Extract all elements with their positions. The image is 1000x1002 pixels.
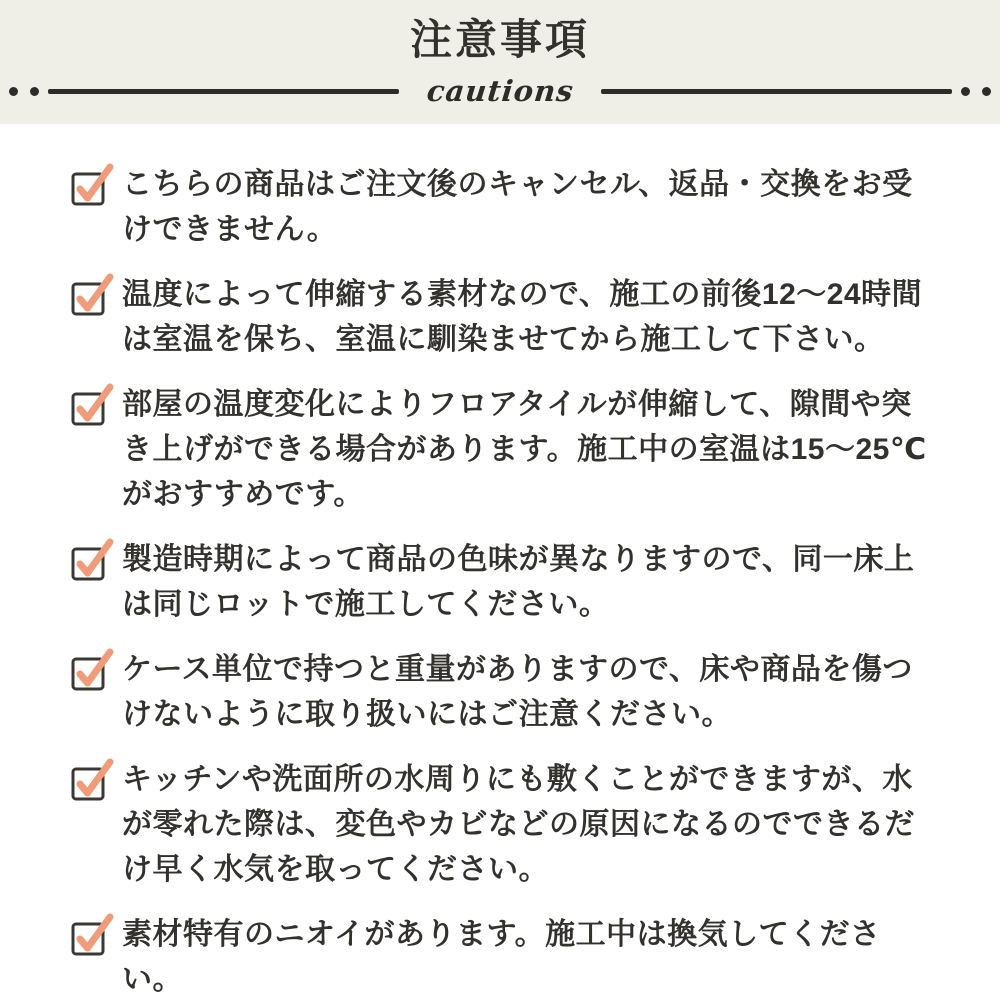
checkbox-checked-icon	[70, 757, 114, 803]
checkbox-checked-icon	[70, 537, 114, 583]
caution-text: 部屋の温度変化によりフロアタイルが伸縮して、隙間や突き上げができる場合があります。施工中の室温は15〜25℃がおすすめです。	[122, 388, 927, 511]
caution-item	[70, 912, 942, 1002]
caution-item	[70, 537, 942, 627]
caution-item	[70, 757, 942, 892]
cautions-list	[0, 124, 1000, 1002]
caution-text: 素材特有のニオイがあります。施工中は換気してください。	[122, 918, 881, 996]
caution-item	[70, 272, 942, 362]
caution-item	[70, 647, 942, 737]
caution-item	[70, 162, 942, 252]
checkbox-checked-icon	[70, 162, 114, 208]
caution-text: ケース単位で持つと重量がありますので、床や商品を傷つけないように取り扱いにはご注意ください。	[122, 653, 913, 731]
header	[0, 0, 1000, 124]
caution-text: キッチンや洗面所の水周りにも敷くことができますが、水が零れた際は、変色やカビなどの原因になるのでできるだけ早く水気を取ってください。	[122, 763, 915, 886]
page-title: 注意事項	[409, 16, 590, 63]
caution-text: こちらの商品はご注文後のキャンセル、返品・交換をお受けできません。	[122, 168, 913, 246]
checkbox-checked-icon	[70, 647, 114, 693]
caution-text: 温度によって伸縮する素材なので、施工の前後12〜24時間は室温を保ち、室温に馴染ませてから施工して下さい。	[122, 278, 923, 356]
checkbox-checked-icon	[70, 382, 114, 428]
checkbox-checked-icon	[70, 272, 114, 318]
caution-text: 製造時期によって商品の色味が異なりますので、同一床上は同じロットで施工してください。	[122, 543, 915, 621]
checkbox-checked-icon	[70, 912, 114, 958]
divider-line-left	[48, 89, 399, 94]
header-divider	[0, 74, 1000, 108]
divider-line-right	[601, 89, 952, 94]
divider-dots-left-icon	[0, 87, 48, 96]
caution-item	[70, 382, 942, 517]
header-subtitle: cautions	[424, 74, 576, 108]
divider-dots-right-icon	[952, 87, 1000, 96]
